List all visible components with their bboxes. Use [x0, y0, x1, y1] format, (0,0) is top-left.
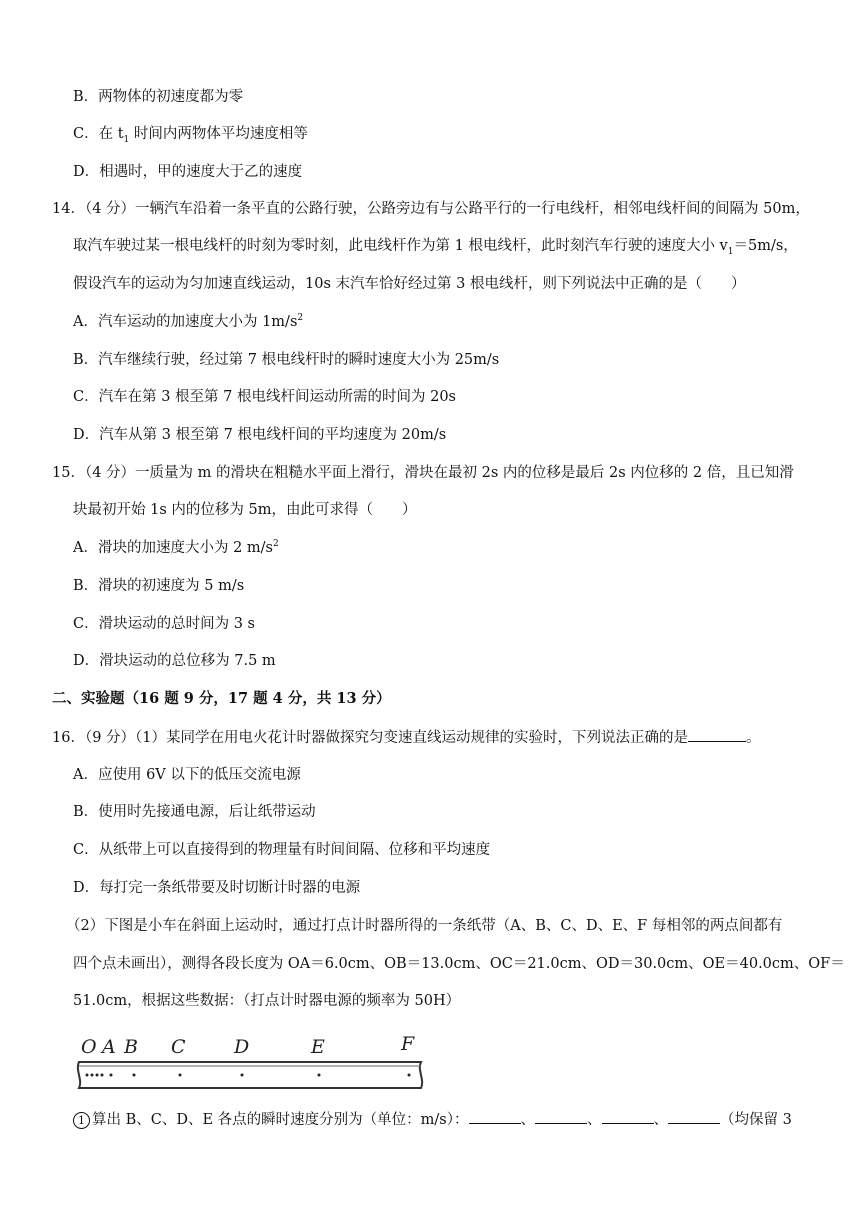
tape-label-d: D — [234, 1036, 250, 1058]
q16-sub1 — [73, 1109, 792, 1130]
q16-part1-text: 16．（9 分）（1）某同学在用电火花计时器做探究匀变速直线运动规律的实验时，下列说法正确的是 — [52, 730, 689, 746]
q13-option-c-post: 时间内两物体平均速度相等 — [129, 126, 308, 142]
q14-option-a-pre: A．汽车运动的加速度大小为 1m/s — [73, 314, 298, 330]
q16-sub1-sep: 、 — [587, 1112, 602, 1128]
q15-option-b: B．滑块的初速度为 5 m/s — [73, 578, 245, 594]
tape-label-o: O — [81, 1036, 97, 1058]
q15-stem-line2: 块最初开始 1s 内的位移为 5m，由此可求得（ ） — [73, 502, 417, 518]
q15-option-d: D．滑块运动的总位移为 7.5 m — [73, 653, 276, 669]
tape-dot — [86, 1074, 89, 1077]
tape-dot-c — [179, 1074, 182, 1077]
q16-part1-stem — [52, 727, 761, 748]
q16-sub1-tail: （均保留 3 — [720, 1112, 792, 1128]
q13-option-c-sub: 1 — [123, 134, 130, 145]
q16-part2-line1: （2）下图是小车在斜面上运动时，通过打点计时器所得的一条纸带（A、B、C、D、E、F 每相邻的两点间都有 — [66, 918, 783, 934]
q13-option-b: B．两物体的初速度都为零 — [73, 89, 244, 105]
q14-option-c: C．汽车在第 3 根至第 7 根电线杆间运动所需的时间为 20s — [73, 389, 456, 405]
q15-stem-line1: 15．（4 分）一质量为 m 的滑块在粗糙水平面上滑行，滑块在最初 2s 内的位移是最后 2s 内位移的 2 倍，且已知滑 — [52, 465, 794, 481]
q14-stem-line1: 14．（4 分）一辆汽车沿着一条平直的公路行驶，公路旁边有与公路平行的一行电线杆，相邻电线杆间的间隔为 50m， — [52, 201, 810, 217]
q16-part2-line2: 四个点未画出），测得各段长度为 OA＝6.0cm、OB＝13.0cm、OC＝21.0cm、OD＝30.0cm、OE＝40.0cm、OF＝ — [73, 956, 845, 972]
q16-part1-answer-blank[interactable] — [688, 727, 746, 742]
tape-dot-b — [133, 1074, 136, 1077]
q16-option-d: D．每打完一条纸带要及时切断计时器的电源 — [73, 880, 361, 896]
q16-sub1-blank-c[interactable] — [535, 1109, 587, 1124]
tape-dot — [101, 1074, 104, 1077]
tape-dot — [96, 1074, 99, 1077]
tape-dot — [91, 1074, 94, 1077]
q14-option-a-sup: 2 — [297, 313, 304, 324]
section-title: 二、实验题（16 题 9 分，17 题 4 分，共 13 分） — [52, 690, 391, 707]
q16-sub1-text: 算出 B、C、D、E 各点的瞬时速度分别为（单位：m/s）： — [92, 1112, 469, 1128]
tape-label-e: E — [311, 1036, 325, 1058]
q16-option-a: A．应使用 6V 以下的低压交流电源 — [73, 767, 301, 783]
q16-option-b: B．使用时先接通电源，后让纸带运动 — [73, 804, 316, 820]
q16-sub1-blank-d[interactable] — [602, 1109, 654, 1124]
tape-label-a: A — [102, 1036, 116, 1058]
tape-dot-e — [318, 1074, 321, 1077]
q16-sub1-number: 1 — [73, 1112, 90, 1129]
q16-sub1-blank-e[interactable] — [668, 1109, 720, 1124]
q16-part1-end: 。 — [746, 730, 761, 746]
q16-option-c: C．从纸带上可以直接得到的物理量有时间间隔、位移和平均速度 — [73, 842, 491, 858]
tape-dot-a — [110, 1074, 113, 1077]
q15-option-a-pre: A．滑块的加速度大小为 2 m/s — [73, 540, 273, 556]
q15-option-a-sup: 2 — [273, 539, 279, 550]
q14-option-a — [73, 312, 303, 332]
tape-dot-d — [241, 1074, 244, 1077]
q16-part2-line3: 51.0cm，根据这些数据：（打点计时器电源的频率为 50H） — [73, 993, 461, 1009]
q14-stem-line2 — [73, 236, 798, 256]
q14-option-b: B．汽车继续行驶，经过第 7 根电线杆时的瞬时速度大小为 25m/s — [73, 352, 500, 368]
q14-stem-line2-post: ＝5m/s， — [733, 238, 798, 254]
tape-dots — [86, 1074, 411, 1077]
q16-sub1-sep: 、 — [520, 1112, 536, 1128]
tape-dot-f — [408, 1074, 411, 1077]
q14-option-d: D．汽车从第 3 根至第 7 根电线杆间的平均速度为 20m/s — [73, 427, 447, 443]
tape-label-f: F — [401, 1033, 415, 1055]
q15-option-a — [73, 538, 279, 558]
q13-option-d: D．相遇时，甲的速度大于乙的速度 — [73, 164, 303, 180]
q13-option-c-pre: C．在 t — [73, 126, 124, 142]
q16-sub1-blank-b[interactable] — [469, 1109, 521, 1124]
paper-tape-figure — [76, 1028, 426, 1098]
q16-sub1-sep: 、 — [653, 1112, 669, 1128]
q14-stem-line2-sub: 1 — [727, 246, 734, 257]
q14-stem-line3: 假设汽车的运动为匀加速直线运动，10s 末汽车恰好经过第 3 根电线杆，则下列说法中正确的是（ ） — [73, 276, 746, 292]
tape-label-b: B — [124, 1036, 138, 1058]
q15-option-c: C．滑块运动的总时间为 3 s — [73, 616, 255, 632]
tape-label-c: C — [171, 1036, 186, 1058]
q14-stem-line2-pre: 取汽车驶过某一根电线杆的时刻为零时刻，此电线杆作为第 1 根电线杆，此时刻汽车行驶的速度大小 v — [73, 238, 728, 254]
q13-option-c — [73, 124, 308, 144]
